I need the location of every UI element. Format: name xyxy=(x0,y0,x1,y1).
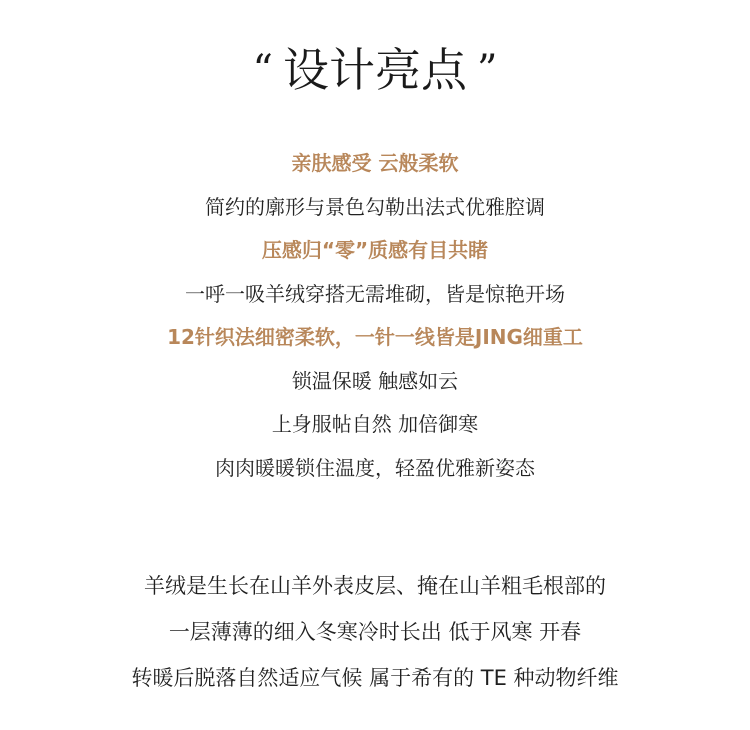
highlight-line: 简约的廓形与景色勾勒出法式优雅腔调 xyxy=(205,194,545,219)
title-text: 设计亮点 xyxy=(283,43,467,97)
description-line: 转暖后脱落自然适应气候 属于希有的 TE 种动物纤维 xyxy=(131,666,619,690)
highlight-line: 上身服帖自然 加倍御寒 xyxy=(271,412,479,436)
description-line: 羊绒是生长在山羊外表皮层、掩在山羊粗毛根部的 xyxy=(144,574,606,598)
description-line: 一层薄薄的细入冬寒冷时长出 低于风寒 开春 xyxy=(168,620,582,644)
highlight-line: 锁温保暖 触感如云 xyxy=(291,368,459,393)
title-open-quote: “ xyxy=(252,47,273,93)
description-paragraph xyxy=(0,563,750,701)
highlight-line: 肉肉暖暖锁住温度，轻盈优雅新姿态 xyxy=(215,455,535,480)
highlight-line: 亲肤感受 云般柔软 xyxy=(291,151,459,175)
highlight-list xyxy=(0,142,750,490)
page-title xyxy=(0,40,750,100)
highlight-line: 压感归“零”质感有目共睹 xyxy=(261,238,489,262)
title-close-quote: ” xyxy=(477,47,498,93)
highlight-line: 12针织法细密柔软，一针一线皆是JING细重工 xyxy=(167,325,583,349)
highlight-line: 一呼一吸羊绒穿搭无需堆砌，皆是惊艳开场 xyxy=(185,281,565,306)
